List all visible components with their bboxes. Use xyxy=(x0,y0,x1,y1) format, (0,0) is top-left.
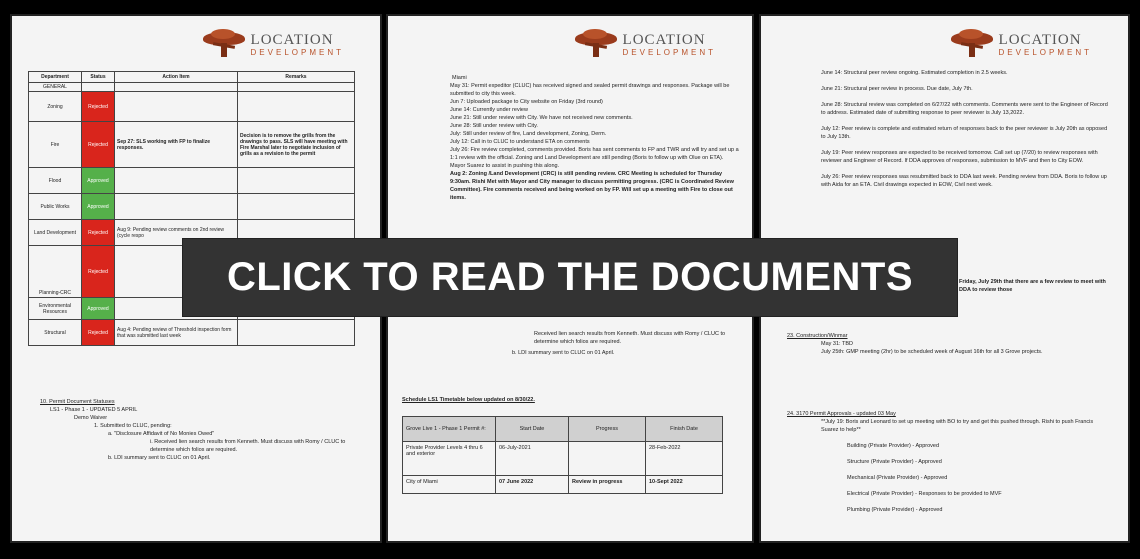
text-line: Miami xyxy=(452,75,467,81)
text-line: Demo Waiver xyxy=(74,415,108,421)
text-line: b. LDI summary sent to CLUC on 01 April. xyxy=(108,455,211,461)
text-line: Plumbing (Private Provider) - Approved xyxy=(847,507,943,513)
dept-cell: Fire xyxy=(29,122,82,168)
table-row xyxy=(29,92,355,122)
table-header-row xyxy=(29,72,355,83)
company-logo xyxy=(575,32,716,58)
status-badge: Rejected xyxy=(82,220,115,246)
status-badge: Rejected xyxy=(82,246,115,298)
text-line: June 28: Structural review was completed on 6/27/22 with comments. Comments were sent to the Engineer of Record to address. Estimated date of submitting response to peer reviewer is July 13,2022. xyxy=(821,102,1108,116)
table-cell: Private Provider Levels 4 thru 6 and exterior xyxy=(403,442,496,476)
action-cell: Aug 9: Pending review comments on 2nd review (cycle respo xyxy=(115,220,238,246)
text-line: Structure (Private Provider) - Approved xyxy=(847,459,942,465)
status-badge: Approved xyxy=(82,168,115,194)
text-line: a. "Disclosure Affidavit of No Monies Owed" xyxy=(108,431,215,437)
company-logo xyxy=(203,32,344,58)
action-cell: Aug 4: Pending review of Threshold inspection form that was submitted last week xyxy=(115,320,238,346)
text-line: Electrical (Private Provider) - Responses to be provided to MVF xyxy=(847,491,1002,497)
table-row xyxy=(29,83,355,92)
text-line: July: Still under review of fire, Land development, Zoning, Derm. xyxy=(450,131,607,137)
text-line: June 14: Structural peer review ongoing. Estimated completion in 2.5 weeks. xyxy=(821,70,1008,76)
status-badge: Approved xyxy=(82,194,115,220)
header-cell: Progress xyxy=(569,417,646,442)
table-cell: 06-July-2021 xyxy=(496,442,569,476)
text-line: Friday, July 29th that there are a few review to meet with DDA to review those xyxy=(959,279,1106,293)
section-heading: 24. 3170 Permit Approvals - updated 03 May xyxy=(787,411,896,417)
lien-search-text xyxy=(512,330,734,357)
header-status: Status xyxy=(82,72,115,83)
text-line: June 21: Structural peer review in process. Due date, July 7th. xyxy=(821,86,973,92)
text-line: Building (Private Provider) - Approved xyxy=(847,443,940,449)
company-logo xyxy=(951,32,1092,58)
tree-logo-icon xyxy=(203,32,245,58)
text-line: June 21: Still under review with City. We have not received new comments. xyxy=(450,115,633,121)
logo-line1: LOCATION xyxy=(250,31,334,48)
table-row xyxy=(29,168,355,194)
text-line: July 12: Peer review is complete and estimated return of responses back to the peer reviewer is July 20th as opposed to July 13th. xyxy=(821,126,1108,140)
text-line: LS1 - Phase 1 - UPDATED 5 APRIL xyxy=(50,407,138,413)
text-line: Jun 7: Uploaded package to City website on Friday (3rd round) xyxy=(450,99,603,105)
text-line: i. Received lien search results from Kenneth. Must discuss with Romy / CLUC to determine which folios are required. xyxy=(150,439,346,453)
dept-cell: GENERAL xyxy=(29,83,82,92)
text-line: May 31: Permit expeditor (CLUC) has received signed and sealed permit drawings and responses. Package will be submitted to city this week. xyxy=(450,83,730,97)
text-line: July 19: Peer review responses are expected to be received tomorrow. Call set up (7/20) to review responses with reviewer and Engineer of Record. If DDA approves of responses, submission to MVF and then to City EOW. xyxy=(821,150,1098,164)
text-line: July 26: Fire review completed, comments provided. Boris has sent comments to FP and TWR and will try and set up a 1:1 review with the official. Zoning and Land Development are still pending (Boris to follow up with Olue on ETA). Mayor Suarez to assist in pushing this along. xyxy=(450,147,739,169)
dept-cell: Public Works xyxy=(29,194,82,220)
section-heading: 23. Construction/Winmar xyxy=(787,333,848,339)
remarks-cell: Decision is to remove the grills from the drawings to pass. SLS will have meeting with Fire Marshal later to negotiate inclusion of grills as a revision to the permit xyxy=(238,122,355,168)
header-action: Action Item xyxy=(115,72,238,83)
header-department: Department xyxy=(29,72,82,83)
table-cell: 07 June 2022 xyxy=(496,476,569,494)
table-cell: Review in progress xyxy=(569,476,646,494)
action-cell: Sep 27: SLS working with FP to finalize responses. xyxy=(115,122,238,168)
table-cell: 10-Sept 2022 xyxy=(646,476,723,494)
text-line: Mechanical (Private Provider) - Approved xyxy=(847,475,948,481)
dept-cell: Zoning xyxy=(29,92,82,122)
text-line: Received lien search results from Kenneth. Must discuss with Romy / CLUC to determine which folios are required. xyxy=(534,331,726,345)
text-line: 1. Submitted to CLUC, pending: xyxy=(94,423,172,429)
structural-review-text xyxy=(821,69,1111,189)
header-cell: Start Date xyxy=(496,417,569,442)
table-cell xyxy=(569,442,646,476)
logo-line1: LOCATION xyxy=(998,31,1082,48)
dept-cell: Environmental Resources xyxy=(29,298,82,320)
text-line: **July 19: Boris and Leonard to set up meeting with BO to try and get this pushed through. Rishi to push Francis Suarez to help** xyxy=(821,419,1094,433)
text-line: May 31: TBD xyxy=(821,341,853,347)
permit-status-text xyxy=(40,398,360,462)
timetable xyxy=(402,416,723,494)
text-line: June 14: Currently under review xyxy=(450,107,528,113)
table-cell: City of Miami xyxy=(403,476,496,494)
header-cell: Finish Date xyxy=(646,417,723,442)
permit-approvals-text xyxy=(787,410,1107,514)
schedule-heading: Schedule LS1 Timetable below updated on 8/30/22. xyxy=(402,397,535,403)
construction-text xyxy=(787,332,1107,356)
section-heading: 10. Permit Document Statuses xyxy=(40,399,115,405)
dept-cell: Structural xyxy=(29,320,82,346)
logo-line2: DEVELOPMENT xyxy=(622,47,716,57)
table-row xyxy=(29,194,355,220)
status-badge: Approved xyxy=(82,298,115,320)
table-row xyxy=(403,476,723,494)
timetable-header xyxy=(403,417,723,442)
table-row xyxy=(403,442,723,476)
tree-logo-icon xyxy=(575,32,617,58)
status-badge: Rejected xyxy=(82,92,115,122)
table-row xyxy=(29,122,355,168)
dept-cell: Land Development xyxy=(29,220,82,246)
dept-cell: Flood xyxy=(29,168,82,194)
status-badge: Rejected xyxy=(82,320,115,346)
permit-progress-text xyxy=(450,74,740,202)
read-documents-button[interactable] xyxy=(183,239,957,316)
logo-line1: LOCATION xyxy=(622,31,706,48)
header-cell: Grove Live 1 - Phase 1 Permit #: xyxy=(403,417,496,442)
text-line: June 28: Still under review with City. xyxy=(450,123,538,129)
text-line: July 26: Peer review responses was resubmitted back to DDA last week. Pending review from DDA. Boris to follow up with Aida for an ETA. Civil drawings expected in EOW, Civil next week. xyxy=(821,174,1107,188)
text-line: July 25th: GMP meeting (2hr) to be scheduled week of August 16th for all 3 Grove projects. xyxy=(821,349,1043,355)
logo-line2: DEVELOPMENT xyxy=(998,47,1092,57)
tree-logo-icon xyxy=(951,32,993,58)
text-line: Aug 2: Zoning /Land Development (CRC) is still pending review. CRC Meeting is scheduled for Thursday 9:30am. Rishi Met with Mayor and City manager to discuss permitting progress. (CRC is Coordinated Review Committee). Fire comments received and being worked on by FP. Will set up a meeting with Fire to close out items. xyxy=(450,171,734,201)
text-line: b. LDI summary sent to CLUC on 01 April. xyxy=(512,350,615,356)
dept-cell: Planning-CRC xyxy=(29,246,82,298)
read-documents-label: CLICK TO READ THE DOCUMENTS xyxy=(226,255,914,299)
header-remarks: Remarks xyxy=(238,72,355,83)
text-line: July 12: Call in to CLUC to understand ETA on comments xyxy=(450,139,590,145)
status-badge: Rejected xyxy=(82,122,115,168)
table-cell: 28-Feb-2022 xyxy=(646,442,723,476)
table-row xyxy=(29,320,355,346)
logo-line2: DEVELOPMENT xyxy=(250,47,344,57)
